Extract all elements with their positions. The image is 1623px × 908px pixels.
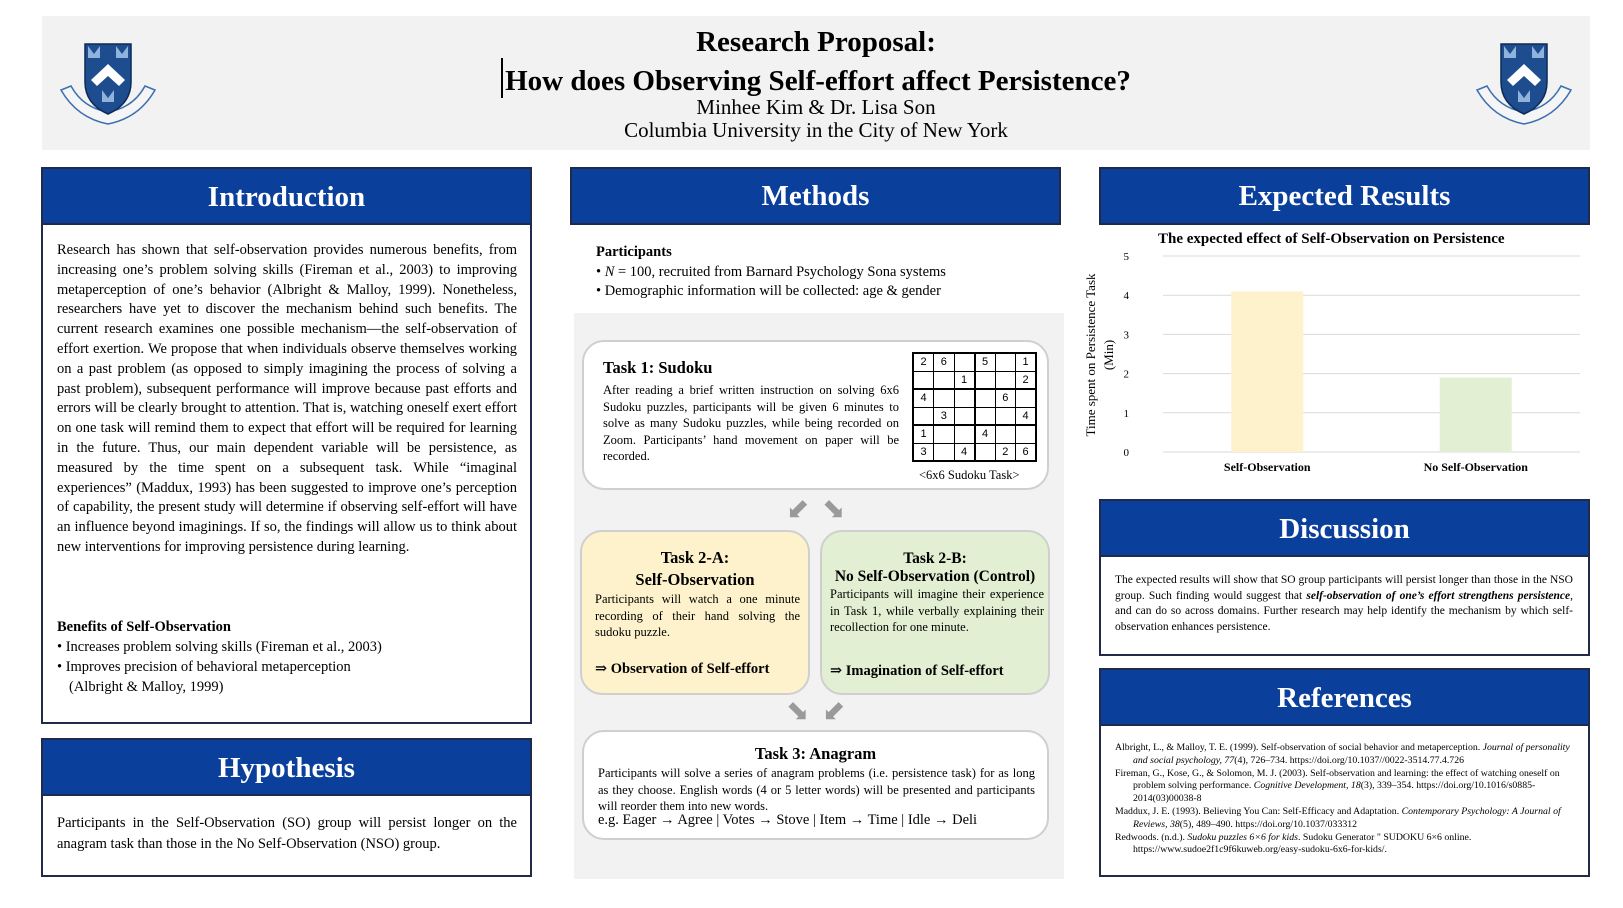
poster-title-line1: Research Proposal: [696,26,936,58]
sudoku-cell: 6 [1016,443,1037,461]
task3-body: Participants will solve a series of anagram problems (i.e. persistence task) for as long as they choose. English words (4 or 5 letter words) will be presented and participants will reorder them into new words. [598,766,1035,813]
sudoku-cell: 6 [995,389,1016,407]
sudoku-row [913,407,1036,425]
poster-title-line2-text: How does Observing Self-effort affect Persistence? [505,65,1131,97]
task1-body: After reading a brief written instruction on solving 6x6 Sudoku puzzles, participants will be given 6 minutes to solve as many Sudoku puzzles, while being recorded on Zoom. Participants’ hand movement on paper will be recorded. [603,383,899,463]
references-panel [1099,668,1590,877]
arrow-down-left-icon: ⬋ [786,492,810,525]
discussion-text: The expected results will show that SO group participants will persist longer than those in the NSO group. Such finding would suggest that [1115,574,1573,602]
x-tick-label: No Self-Observation [1423,460,1528,474]
reference-journal: Journal of personality and social psychology, 77 [1133,742,1570,766]
sudoku-cell [954,353,975,371]
sudoku-row [913,353,1036,371]
sudoku-cell [975,407,996,425]
sudoku-cell [975,443,996,461]
task3-example: e.g. Eager → Agree | Votes → Stove | Item → Time | Idle → Deli [598,812,978,828]
benefit-item: • Improves precision of behavioral metaperception [57,659,351,675]
sudoku-row [913,425,1036,443]
reference-text: . Sudoku Generator " SUDOKU 6×6 online. https://www.sudoe2f1c9f6kuweb.org/easy-sudoku-6x6-for-kids/. [1133,831,1472,856]
task1-box [582,340,1049,490]
task2a-title-line2: Self-Observation [635,570,755,589]
references-list [1115,742,1575,857]
reference-journal: Cognitive Development, 18 [1253,780,1361,792]
y-tick-label: 5 [1123,251,1129,263]
benefit-item: • Increases problem solving skills (Fireman et al., 2003) [57,639,382,655]
sudoku-cell: 4 [954,443,975,461]
sudoku-row [913,443,1036,461]
sudoku-caption: <6x6 Sudoku Task> [919,468,1020,482]
reference-item [1115,768,1575,806]
discussion-emphasis: self-observation of one’s effort strengthens persistence [1306,589,1571,602]
chart-title: The expected effect of Self-Observation on Persistence [1158,231,1505,247]
task2a-box [580,530,810,695]
sudoku-cell [934,425,955,443]
reference-text: Albright, L., & Malloy, T. E. (1999). Self-observation of social behavior and metaperception. [1115,742,1483,753]
sudoku-cell: 1 [913,425,934,443]
sudoku-row [913,389,1036,407]
references-heading: References [1101,670,1588,726]
task2b-result: ⇒ Imagination of Self-effort [830,663,1004,679]
arrow-down-right-icon: ⬊ [786,694,810,727]
sudoku-cell: 1 [1016,353,1037,371]
poster-header [42,16,1590,150]
sudoku-cell [913,407,934,425]
discussion-body [1115,573,1573,635]
hypothesis-body: Participants in the Self-Observation (SO) group will persist longer on the anagram task than those in the No Self-Observation (NSO) group. [57,815,517,852]
sudoku-cell [934,389,955,407]
poster-affiliation: Columbia University in the City of New York [624,118,1008,142]
y-axis-label: (Min) [1101,339,1116,371]
sudoku-row [913,371,1036,389]
sudoku-cell: 5 [975,353,996,371]
methods-heading: Methods [570,167,1061,225]
sudoku-cell: 6 [934,353,955,371]
sudoku-cell: 4 [913,389,934,407]
reference-text: (5), 489–490. https://doi.org/10.1037/033312 [1179,818,1358,830]
hypothesis-panel [41,738,532,877]
bar [1440,378,1512,452]
text-cursor [501,58,503,98]
sudoku-cell [975,371,996,389]
sudoku-cell [954,407,975,425]
sudoku-cell [995,371,1016,389]
reference-journal: Sudoku puzzles 6×6 for kids [1187,831,1298,843]
sudoku-cell: 3 [913,443,934,461]
sudoku-cell [975,389,996,407]
reference-text: Fireman, G., Kose, G., & Solomon, M. J. (2003). Self-observation and learning: the effect of watching oneself on problem solving performance. [1115,767,1560,792]
participants-heading: Participants [596,244,672,260]
sudoku-cell [954,389,975,407]
poster-title-line2 [42,58,1590,98]
y-axis-label: Time spent on Persistence Task [1083,273,1098,437]
sudoku-cell: 2 [995,443,1016,461]
y-tick-label: 3 [1123,329,1129,342]
participants-n: N [604,263,615,280]
task2b-title-line2: No Self-Observation (Control) [834,568,1036,585]
participants-section [596,243,1056,302]
sudoku-cell [1016,389,1037,407]
sudoku-cell: 2 [1016,371,1037,389]
sudoku-cell [913,371,934,389]
poster-authors: Minhee Kim & Dr. Lisa Son [696,95,936,119]
task2a-title-line1: Task 2-A: [660,548,730,567]
introduction-body: Research has shown that self-observation provides numerous benefits, from increasing one’s problem solving skills (Fireman et al., 2003) to improving metaperception of one’s behavior (Albright & Malloy, 1999). Nonetheless, researchers have yet to discover the mechanism behind such benefits. The current research examines one possible mechanism—the self-observation of effort exertion. We propose that when individuals observe themselves working on a past problem (as opposed to simply imagining the process of solving a past problem), subsequent performance will improve because past efforts and errors will be clearly brought to attention. That is, watching oneself exert effort on one task will remind them to expect that effort will be required for learning in the future. Thus, our main dependent variable will be persistence, as measured by the time spent on a subsequent task. While “imaginal experiences” (Maddux, 1993) has been suggested to improve one’s perception of capability, the present study will determine if observing self-effort will have an influence beyond imaginings. If so, the findings will allow us to think about new interventions for improving persistence during learning. [57,242,517,555]
reference-text: (3), 339–354. https://doi.org/10.1016/s0885-2014(03)00038-8 [1133,780,1536,805]
participants-line1: • N = 100, recruited from Barnard Psychology Sona systems [596,263,946,280]
y-tick-label: 1 [1123,407,1129,420]
sudoku-cell [954,425,975,443]
benefits-list [57,617,517,697]
participants-line2: • Demographic information will be collected: age & gender [596,283,941,299]
expected-results-chart [1083,250,1585,500]
expected-results-heading: Expected Results [1099,167,1590,225]
reference-item [1115,742,1575,768]
task2b-body: Participants will imagine their experience in Task 1, while verbally explaining their recollection for one minute. [830,587,1044,634]
bar [1231,291,1303,452]
sudoku-cell: 2 [913,353,934,371]
reference-journal: Contemporary Psychology: A Journal of Reviews, 38 [1133,805,1561,830]
sudoku-cell [995,407,1016,425]
y-tick-label: 2 [1123,368,1129,381]
task2a-result: ⇒ Observation of Self-effort [595,661,770,677]
task2b-title-line1: Task 2-B: [903,550,967,567]
x-tick-label: Self-Observation [1223,460,1311,474]
sudoku-cell: 4 [975,425,996,443]
sudoku-cell: 4 [1016,407,1037,425]
task3-box [582,730,1049,840]
discussion-heading: Discussion [1101,501,1588,557]
columbia-crest-icon [1473,38,1575,130]
y-tick-label: 4 [1123,290,1129,303]
introduction-panel [41,167,532,724]
sudoku-cell [1016,425,1037,443]
task3-title: Task 3: Anagram [754,744,877,763]
benefits-heading: Benefits of Self-Observation [57,619,231,635]
discussion-text: , and can do so across domains. Further research may help identify the mechanism by which self-observation enhances persistence. [1115,589,1573,633]
sudoku-cell [934,371,955,389]
sudoku-cell [934,443,955,461]
benefit-citation: (Albright & Malloy, 1999) [69,679,224,695]
reference-text: Redwoods. (n.d.). [1115,831,1188,843]
reference-text: (4), 726–734. https://doi.org/10.1037//0022-3514.77.4.726 [1234,754,1465,766]
task2b-box [820,530,1050,695]
task2b-title [822,550,1048,586]
y-tick-label: 0 [1123,447,1129,459]
participants-line1-text: = 100, recruited from Barnard Psychology Sona systems [614,263,946,280]
task1-title: Task 1: Sudoku [603,358,713,377]
sudoku-cell: 1 [954,371,975,389]
sudoku-cell [995,353,1016,371]
discussion-panel [1099,499,1590,656]
reference-text: Maddux, J. E. (1993). Believing You Can: Self-Efficacy and Adaptation. [1115,805,1402,817]
arrow-down-left-icon: ⬋ [822,694,846,727]
sudoku-cell: 3 [934,407,955,425]
arrow-down-right-icon: ⬊ [822,492,846,525]
reference-item [1115,806,1575,832]
sudoku-cell [995,425,1016,443]
reference-item [1115,832,1575,858]
introduction-heading: Introduction [43,169,530,225]
task2a-body: Participants will watch a one minute recording of their hand solving the sudoku puzzle. [595,592,800,639]
hypothesis-heading: Hypothesis [43,740,530,796]
sudoku-grid [912,352,1037,462]
task2a-title [582,547,808,591]
